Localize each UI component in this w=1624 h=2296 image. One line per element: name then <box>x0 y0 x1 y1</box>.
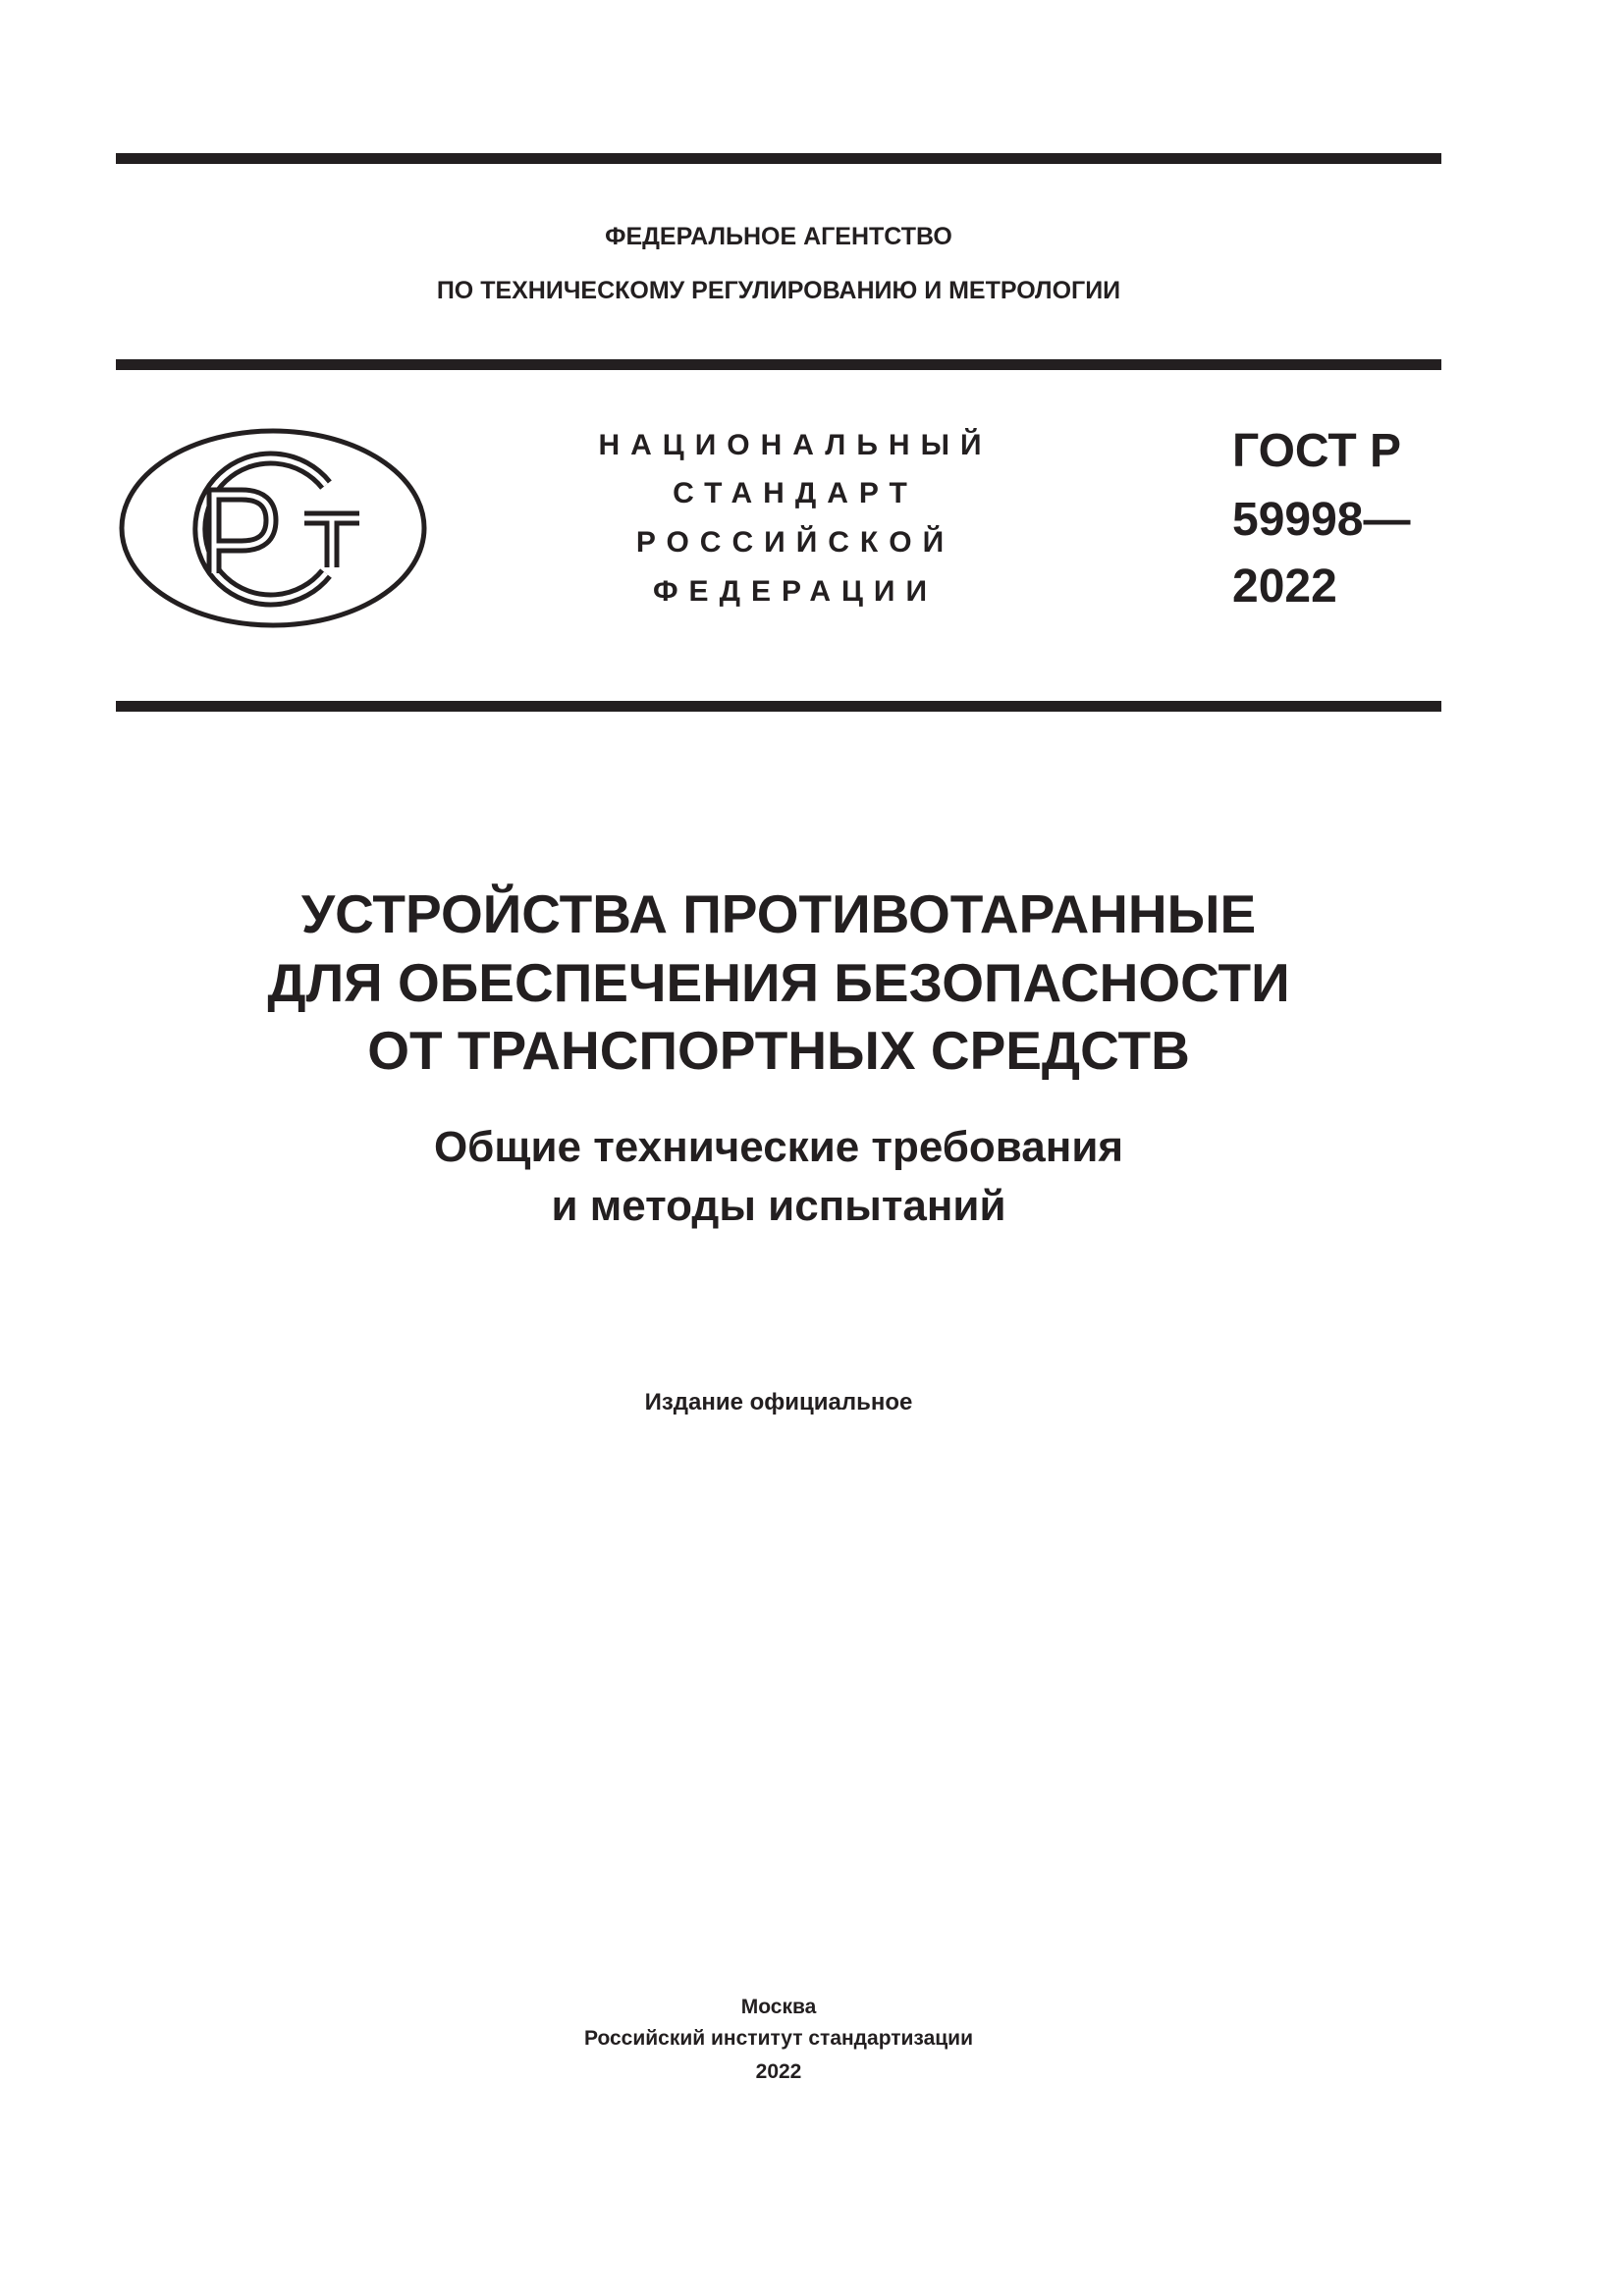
rst-certification-mark-icon <box>116 424 430 632</box>
imprint-year: 2022 <box>755 2060 802 2083</box>
standard-type-line-1: НАЦИОНАЛЬНЫЙ <box>598 429 993 461</box>
imprint-publisher: Российский институт стандартизации <box>583 2027 974 2050</box>
standard-type-line-2: СТАНДАРТ <box>673 477 918 509</box>
document-title-line-2: ДЛЯ ОБЕСПЕЧЕНИЯ БЕЗОПАСНОСТИ <box>267 952 1290 1013</box>
document-title-line-1: УСТРОЙСТВА ПРОТИВОТАРАННЫЕ <box>300 883 1257 944</box>
standard-designation-line-2: 59998— <box>1232 494 1411 546</box>
header-divider-rule <box>116 359 1441 370</box>
imprint-city: Москва <box>740 1996 817 2018</box>
standard-type-line-3: РОССИЙСКОЙ <box>635 526 955 559</box>
agency-name-line-1: ФЕДЕРАЛЬНОЕ АГЕНТСТВО <box>605 223 952 250</box>
edition-note: Издание официальное <box>644 1389 913 1415</box>
top-rule <box>116 153 1441 164</box>
standard-designation-line-1: ГОСТ Р <box>1232 425 1402 477</box>
document-subtitle-line-1: Общие технические требования <box>433 1123 1124 1171</box>
document-subtitle-line-2: и методы испытаний <box>551 1182 1006 1230</box>
standard-type-line-4: ФЕДЕРАЦИИ <box>652 575 939 608</box>
header-bottom-rule <box>116 701 1441 712</box>
document-title-line-3: ОТ ТРАНСПОРТНЫХ СРЕДСТВ <box>367 1020 1190 1081</box>
standard-designation-line-3: 2022 <box>1232 561 1337 613</box>
agency-name-line-2: ПО ТЕХНИЧЕСКОМУ РЕГУЛИРОВАНИЮ И МЕТРОЛОГИИ <box>436 277 1121 304</box>
